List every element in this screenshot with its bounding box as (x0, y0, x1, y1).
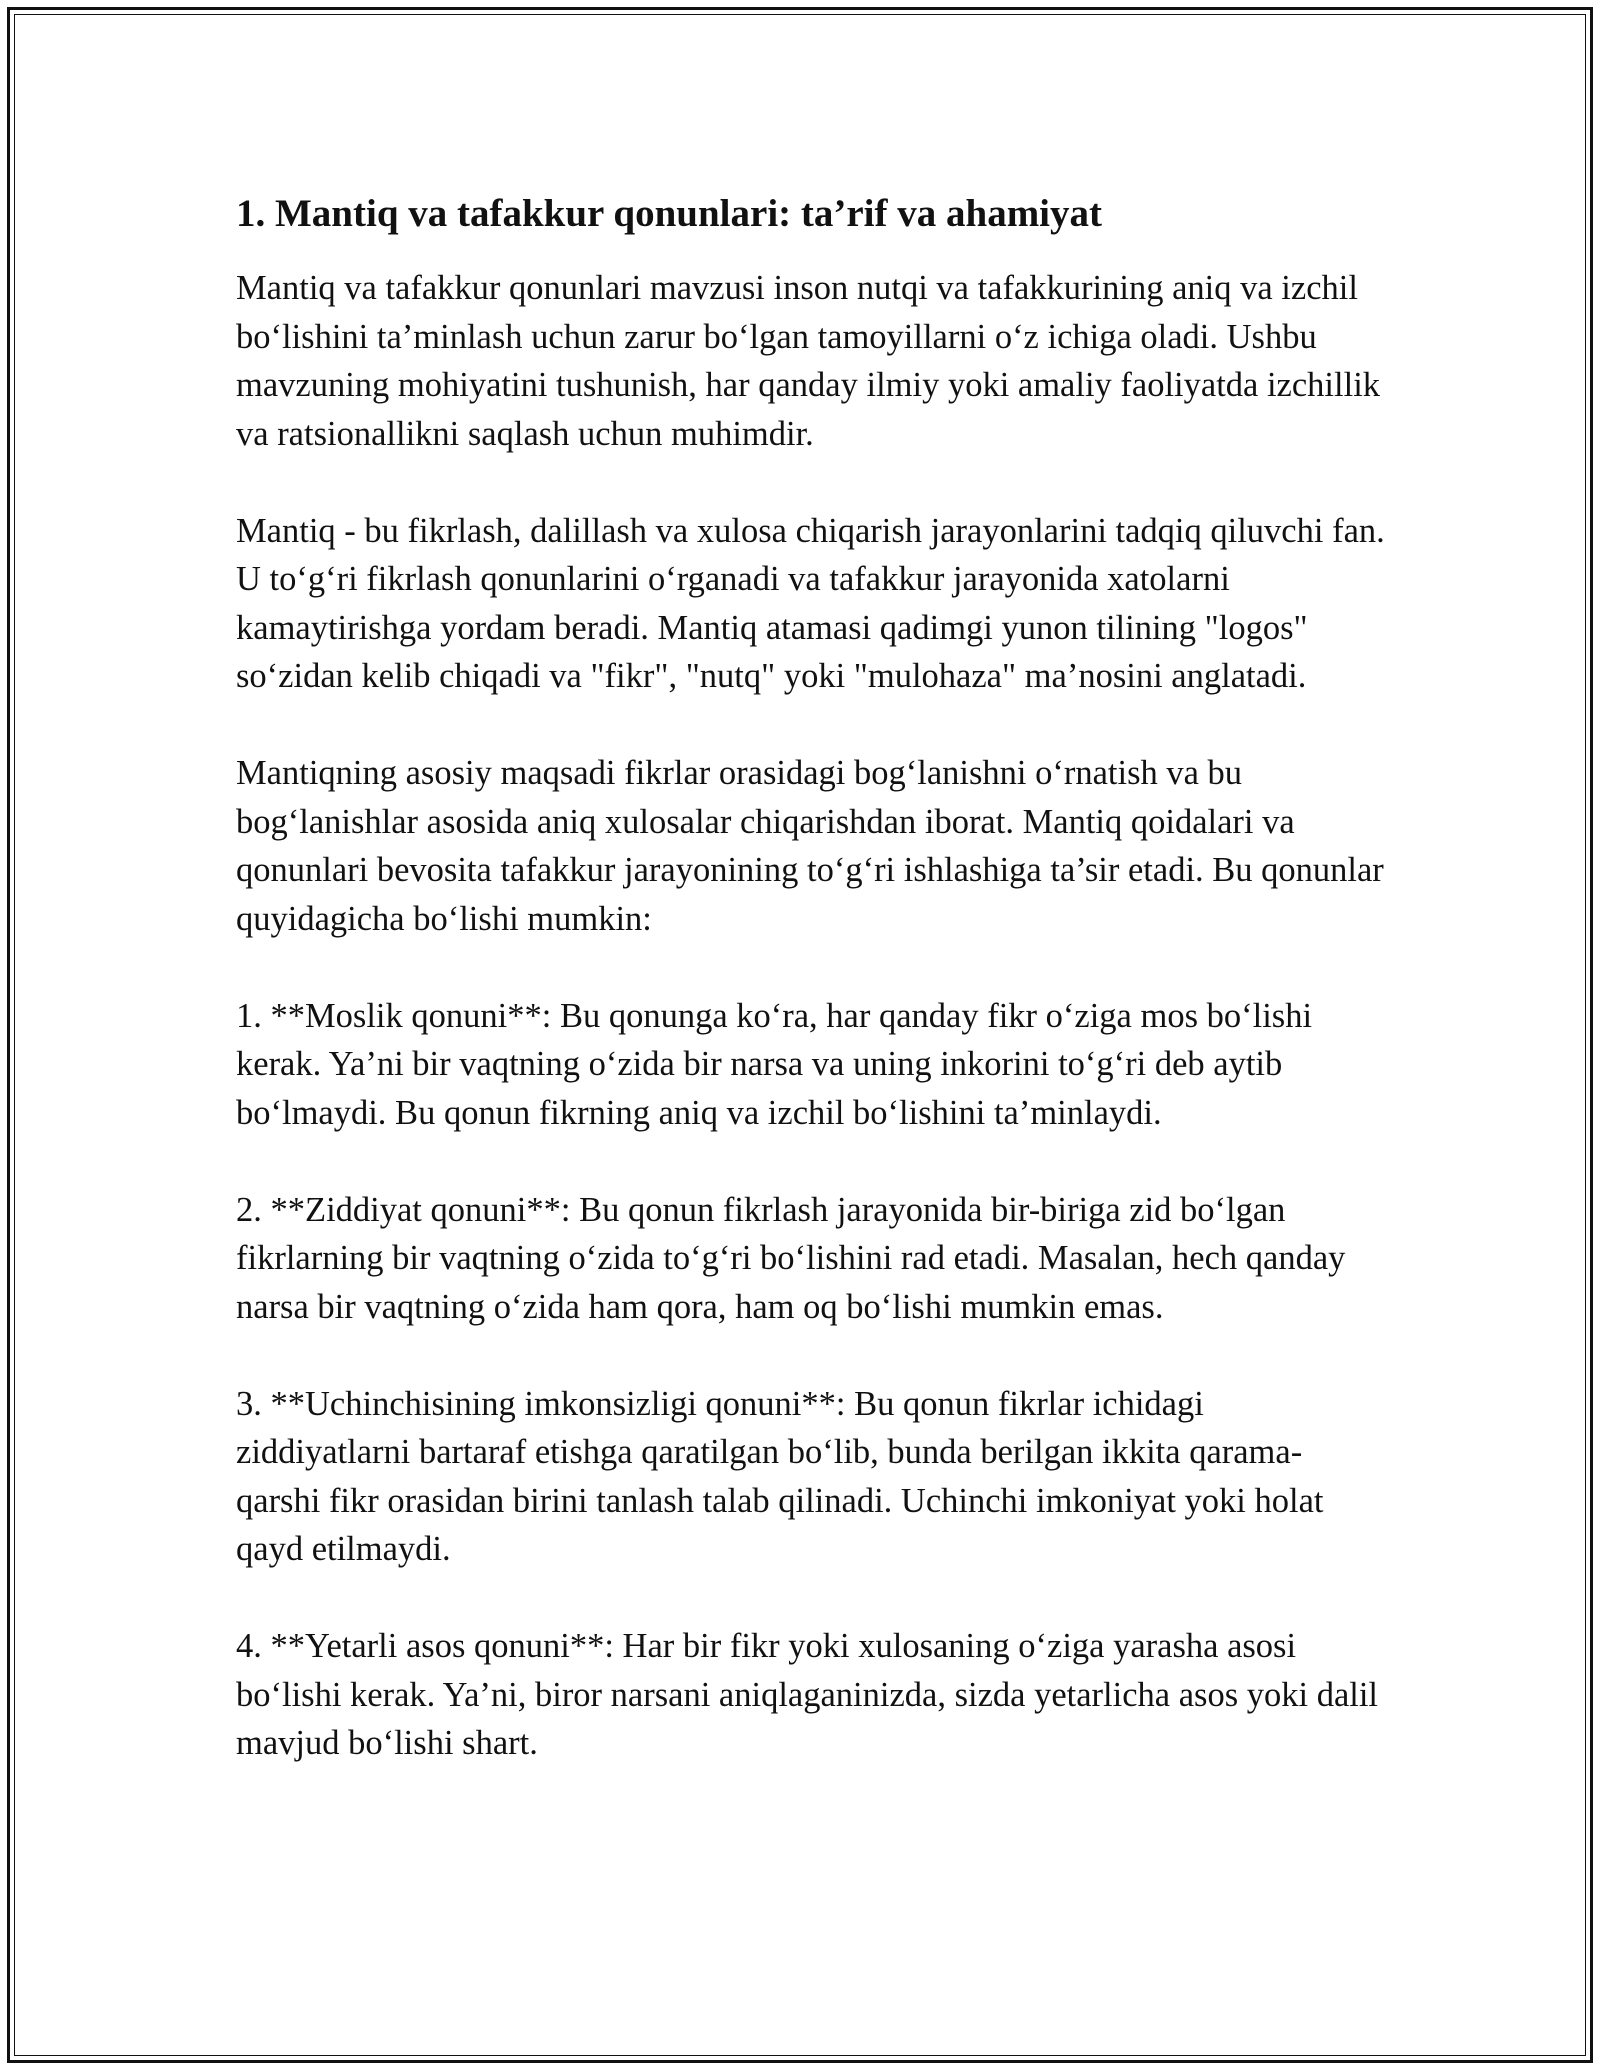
list-item-law-3: 3. **Uchinchisining imkonsizligi qonuni**: Bu qonun fikrlar ichidagi ziddiyatlarni bartaraf etishga qaratilgan bo‘lib, bunda berilgan ikkita qarama-qarshi fikr orasidan birini tanlash talab qilinadi. Uchinchi imkoniyat yoki holat qayd etilmaydi. (236, 1384, 1324, 1568)
list-item-law-2: 2. **Ziddiyat qonuni**: Bu qonun fikrlash jarayonida bir-biriga zid bo‘lgan fikrlarning bir vaqtning o‘zida to‘g‘ri bo‘lishini rad etadi. Masalan, hech qanday narsa bir vaqtning o‘zida ham qora, ham oq bo‘lishi mumkin emas. (236, 1190, 1346, 1326)
list-item-law-1: 1. **Moslik qonuni**: Bu qonunga ko‘ra, har qanday fikr o‘ziga mos bo‘lishi kerak. Ya’ni bir vaqtning o‘zida bir narsa va uning inkorini to‘g‘ri deb aytib bo‘lmaydi. Bu qonun fikrning aniq va izchil bo‘lishini ta’minlaydi. (236, 996, 1313, 1132)
document-body (236, 188, 1386, 1816)
paragraph-intro: Mantiq va tafakkur qonunlari mavzusi inson nutqi va tafakkurining aniq va izchil bo‘lishini ta’minlash uchun zarur bo‘lgan tamoyillarni o‘z ichiga oladi. Ushbu mavzuning mohiyatini tushunish, har qanday ilmiy yoki amaliy faoliyatda izchillik va ratsionallikni saqlash uchun muhimdir. (236, 269, 1381, 453)
paragraph-definition: Mantiq - bu fikrlash, dalillash va xulosa chiqarish jarayonlarini tadqiq qiluvchi fan. U to‘g‘ri fikrlash qonunlarini o‘rganadi va tafakkur jarayonida xatolarni kamaytirishga yordam beradi. Mantiq atamasi qadimgi yunon tilining "logos" so‘zidan kelib chiqadi va "fikr", "nutq" yoki "mulohaza" ma’nosini anglatadi. (236, 511, 1385, 695)
document-title: 1. Mantiq va tafakkur qonunlari: ta’rif va ahamiyat (236, 192, 1102, 235)
paragraph-purpose: Mantiqning asosiy maqsadi fikrlar orasidagi bog‘lanishni o‘rnatish va bu bog‘lanishlar asosida aniq xulosalar chiqarishdan iborat. Mantiq qoidalari va qonunlari bevosita tafakkur jarayonining to‘g‘ri ishlashiga ta’sir etadi. Bu qonunlar quyidagicha bo‘lishi mumkin: (236, 754, 1384, 938)
list-item-law-4: 4. **Yetarli asos qonuni**: Har bir fikr yoki xulosaning o‘ziga yarasha asosi bo‘lishi kerak. Ya’ni, biror narsani aniqlaganinizda, sizda yetarlicha asos yoki dalil mavjud bo‘lishi shart. (236, 1627, 1379, 1762)
